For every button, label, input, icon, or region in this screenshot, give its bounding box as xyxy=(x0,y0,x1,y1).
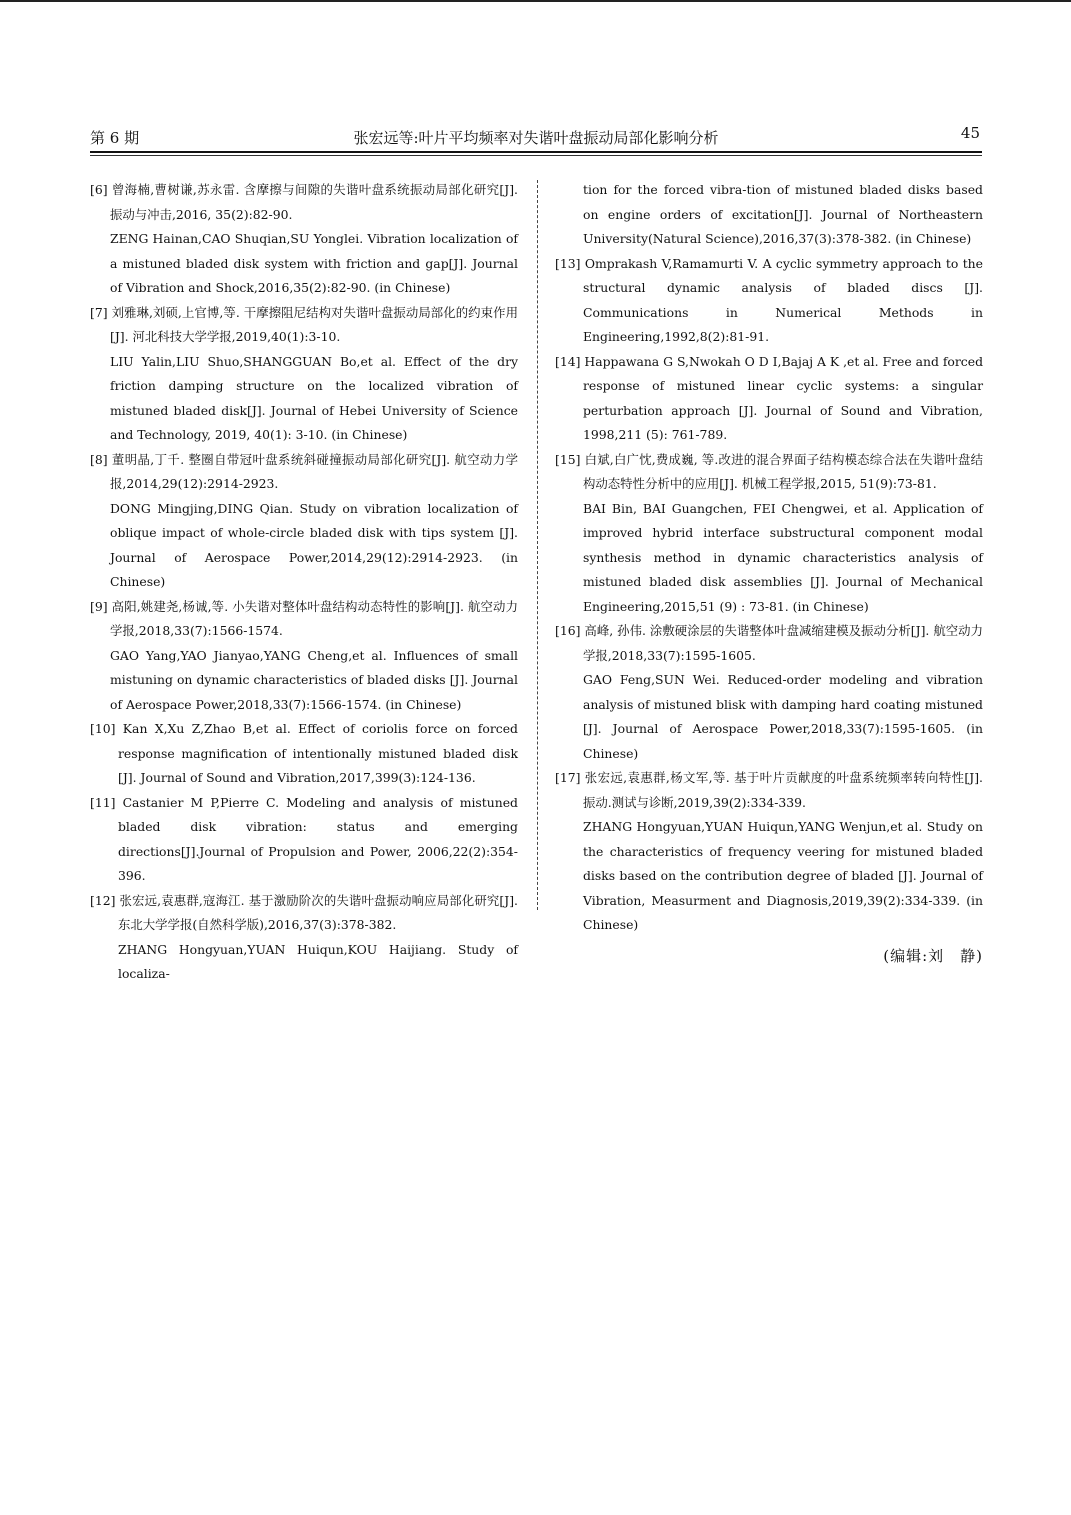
reference-text: 张宏远,袁惠群,杨文军,等. 基于叶片贡献度的叶盘系统频率转向特性[J]. 振动.测试与诊断,2019,39(2):334-339. xyxy=(583,770,983,810)
reference-translation: DONG Mingjing,DING Qian. Study on vibration localization of oblique impact of whole-circle bladed disk with tips system [J]. Journal of Aerospace Power,2014,29(12):2914-2923. (in Chinese) xyxy=(110,500,518,589)
reference-translation: ZHANG Hongyuan,YUAN Huiqun,KOU Haijiang. Study of localiza- xyxy=(118,941,518,981)
reference-number: [9] xyxy=(90,598,108,614)
reference-entry xyxy=(555,252,983,350)
reference-text: 刘雅琳,刘硕,上官博,等. 干摩擦阻尼结构对失谐叶盘振动局部化的约束作用[J]. 河北科技大学学报,2019,40(1):3-10. xyxy=(110,304,518,344)
reference-citation xyxy=(90,595,518,644)
reference-text: 高阳,姚建尧,杨诚,等. 小失谐对整体叶盘结构动态特性的影响[J]. 航空动力学报,2018,33(7):1566-1574. xyxy=(110,598,518,638)
reference-number: [7] xyxy=(90,304,108,320)
reference-entry xyxy=(90,791,518,889)
reference-text: 张宏远,袁惠群,寇海江. 基于激励阶次的失谐叶盘振动响应局部化研究[J]. 东北大学学报(自然科学版),2016,37(3):378-382. xyxy=(118,892,518,932)
reference-text: 曾海楠,曹树谦,苏永雷. 含摩擦与间隙的失谐叶盘系统振动局部化研究[J]. 振动与冲击,2016, 35(2):82-90. xyxy=(110,182,518,222)
reference-citation xyxy=(90,448,518,497)
top-border xyxy=(0,0,1071,2)
reference-entry xyxy=(555,448,983,620)
reference-number: [13] xyxy=(555,255,581,271)
reference-entry xyxy=(90,889,518,987)
reference-citation xyxy=(555,350,983,448)
reference-entry xyxy=(90,178,518,301)
reference-number: [10] xyxy=(90,721,116,736)
reference-number: [15] xyxy=(555,451,581,467)
reference-translation: GAO Feng,SUN Wei. Reduced-order modeling and vibration analysis of mistuned blisk with damping hard coating mistuned [J]. Journal of Aerospace Power,2018,33(7):1595-1605. (in Chinese) xyxy=(583,672,983,761)
reference-citation xyxy=(90,717,518,791)
reference-citation xyxy=(555,448,983,497)
reference-citation xyxy=(555,766,983,815)
page-header xyxy=(90,124,982,150)
reference-number: [12] xyxy=(90,892,116,908)
reference-entry xyxy=(555,619,983,766)
reference-entry xyxy=(90,448,518,595)
reference-text: 白斌,白广忱,费成巍, 等.改进的混合界面子结构模态综合法在失谐叶盘结构动态特性分析中的应用[J]. 机械工程学报,2015, 51(9):73-81. xyxy=(583,451,983,491)
right-column xyxy=(555,178,983,968)
editor-credit: (编辑:刘 静) xyxy=(883,946,983,965)
reference-text: 高峰, 孙伟. 涂敷硬涂层的失谐整体叶盘减缩建模及振动分析[J]. 航空动力学报,2018,33(7):1595-1605. xyxy=(583,623,983,663)
reference-entry xyxy=(555,766,983,938)
reference-citation xyxy=(555,619,983,668)
reference-entry xyxy=(90,301,518,448)
reference-text: 董明晶,丁千. 整圈自带冠叶盘系统斜碰撞振动局部化研究[J]. 航空动力学报,2014,29(12):2914-2923. xyxy=(110,451,518,491)
reference-entry xyxy=(555,350,983,448)
reference-number: [8] xyxy=(90,451,108,467)
reference-text: Happawana G S,Nwokah O D I,Bajaj A K ,et al. Free and forced response of mistuned linear cyclic systems: a singular perturbation approach [J]. Journal of Sound and Vibration, 1998,211 (5): 761-789. xyxy=(583,353,984,442)
reference-text: Castanier M P,Pierre C. Modeling and analysis of mistuned bladed disk vibration: status and emerging directions[J].Journal of Propulsion and Power, 2006,22(2):354-396. xyxy=(118,794,518,883)
reference-text: Kan X,Xu Z,Zhao B,et al. Effect of coriolis force on forced response magnification of intentionally mistuned bladed disk [J]. Journal of Sound and Vibration,2017,399(3):124-136. xyxy=(118,721,518,785)
page-number: 45 xyxy=(960,124,980,142)
reference-citation xyxy=(90,889,518,938)
reference-citation xyxy=(90,178,518,227)
column-divider xyxy=(537,180,538,910)
reference-entry xyxy=(90,595,518,718)
reference-translation: ZENG Hainan,CAO Shuqian,SU Yonglei. Vibration localization of a mistuned bladed disk system with friction and gap[J]. Journal of Vibration and Shock,2016,35(2):82-90. (in Chinese) xyxy=(110,231,518,295)
header-rule-thin xyxy=(90,155,982,156)
reference-translation: BAI Bin, BAI Guangchen, FEI Chengwei, et al. Application of improved hybrid interface substructural component modal synthesis method in dynamic characteristics analysis of mistuned bladed disk assemblies [J]. Journal of Mechanical Engineering,2015,51 (9) : 73-81. (in Chinese) xyxy=(583,500,983,614)
reference-number: [14] xyxy=(555,353,581,369)
reference-entry xyxy=(90,717,518,791)
reference-number: [11] xyxy=(90,794,116,810)
reference-translation: LIU Yalin,LIU Shuo,SHANGGUAN Bo,et al. Effect of the dry friction damping structure on the localized vibration of mistuned bladed disk[J]. Journal of Hebei University of Science and Technology, 2019, 40(1): 3-10. (in Chinese) xyxy=(110,353,518,442)
running-title: 张宏远等:叶片平均频率对失谐叶盘振动局部化影响分析 xyxy=(353,129,719,147)
reference-number: [16] xyxy=(555,623,581,638)
reference-text: Omprakash V,Ramamurti V. A cyclic symmetry approach to the structural dynamic analysis of bladed discs [J]. Communications in Numerical Methods in Engineering,1992,8(2):81-91. xyxy=(583,255,983,344)
left-column xyxy=(90,178,518,987)
reference-citation xyxy=(90,301,518,350)
reference-citation xyxy=(555,252,983,350)
issue-number: 第 6 期 xyxy=(90,129,140,147)
reference-translation: GAO Yang,YAO Jianyao,YANG Cheng,et al. Influences of small mistuning on dynamic characteristics of bladed disks [J]. Journal of Aerospace Power,2018,33(7):1566-1574. (in Chinese) xyxy=(110,647,518,712)
reference-citation xyxy=(90,791,518,889)
reference-number: [17] xyxy=(555,770,581,785)
header-rule xyxy=(90,151,982,153)
reference-number: [6] xyxy=(90,182,108,197)
reference-translation: ZHANG Hongyuan,YUAN Huiqun,YANG Wenjun,et al. Study on the characteristics of frequency veering for mistuned bladed disks based on the contribution degree of bladed [J]. Journal of Vibration, Measurment and Diagnosis,2019,39(2):334-339. (in Chinese) xyxy=(583,819,983,932)
reference-continuation: tion for the forced vibra-tion of mistuned bladed disks based on engine orders of excitation[J]. Journal of Northeastern University(Natural Science),2016,37(3):378-382. (in Chinese) xyxy=(583,182,983,246)
